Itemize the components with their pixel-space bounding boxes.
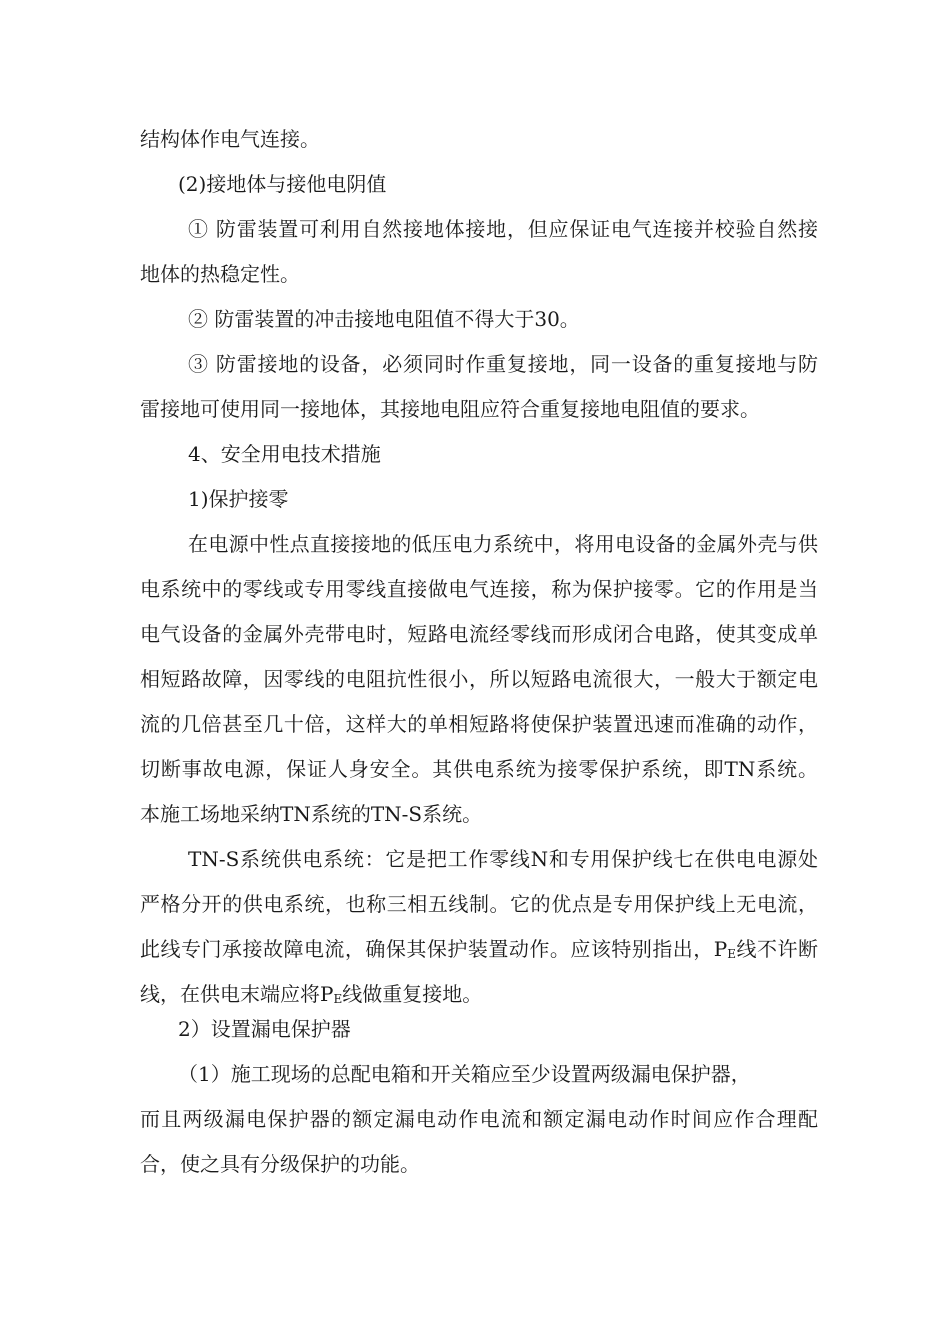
text-line: 雷接地可使用同一接地体，其接地电阻应符合重复接地电阻值的要求。 (140, 397, 760, 421)
text-line: 在电源中性点直接接地的低压电力系统中，将用电设备的金属外壳与供 (188, 532, 818, 556)
text-segment: 线做重复接地。 (342, 982, 483, 1006)
text-line: 电系统中的零线或专用零线直接做电气连接，称为保护接零。它的作用是当 (140, 577, 818, 601)
text-line: ① 防雷装置可利用自然接地体接地，但应保证电气连接并校验自然接 (188, 217, 818, 241)
text-line: 电气设备的金属外壳带电时，短路电流经零线而形成闭合电路，使其变成单 (140, 622, 818, 646)
section-heading: 4、安全用电技术措施 (188, 442, 381, 466)
section-heading: (2)接地体与接他电阴值 (178, 172, 387, 196)
text-line: （1）施工现场的总配电箱和开关箱应至少设置两级漏电保护器， (178, 1062, 751, 1086)
text-line: 严格分开的供电系统，也称三相五线制。它的优点是专用保护线上无电流， (140, 892, 818, 916)
section-heading: 1)保护接零 (188, 487, 289, 511)
text-line: 合，使之具有分级保护的功能。 (140, 1152, 420, 1176)
text-line: 本施工场地采纳TN系统的TN-S系统。 (140, 802, 483, 826)
text-line (140, 980, 818, 1008)
text-line (140, 935, 818, 963)
subscript: E (727, 947, 737, 961)
text-segment: 线不许断 (736, 937, 819, 961)
section-heading: 2）设置漏电保护器 (178, 1017, 351, 1041)
text-segment: 此线专门承接故障电流，确保其保护装置动作。应该特别指出，P (140, 937, 728, 961)
text-line: 切断事故电源，保证人身安全。其供电系统为接零保护系统，即TN系统。 (140, 757, 818, 781)
text-segment: 线，在供电末端应将P (140, 982, 334, 1006)
text-line: 流的几倍甚至几十倍，这样大的单相短路将使保护装置迅速而准确的动作， (140, 712, 818, 736)
text-line: ② 防雷装置的冲击接地电阻值不得大于30。 (188, 307, 580, 331)
text-line: ③ 防雷接地的设备，必须同时作重复接地，同一设备的重复接地与防 (188, 352, 818, 376)
text-line: 结构体作电气连接。 (140, 127, 320, 151)
subscript: E (333, 992, 343, 1006)
text-line: 相短路故障，因零线的电阻抗性很小，所以短路电流很大，一般大于额定电 (140, 667, 818, 691)
text-line: TN-S系统供电系统：它是把工作零线N和专用保护线七在供电电源处 (188, 847, 818, 871)
text-line: 而且两级漏电保护器的额定漏电动作电流和额定漏电动作时间应作合理配 (140, 1107, 818, 1131)
text-line: 地体的热稳定性。 (140, 262, 300, 286)
